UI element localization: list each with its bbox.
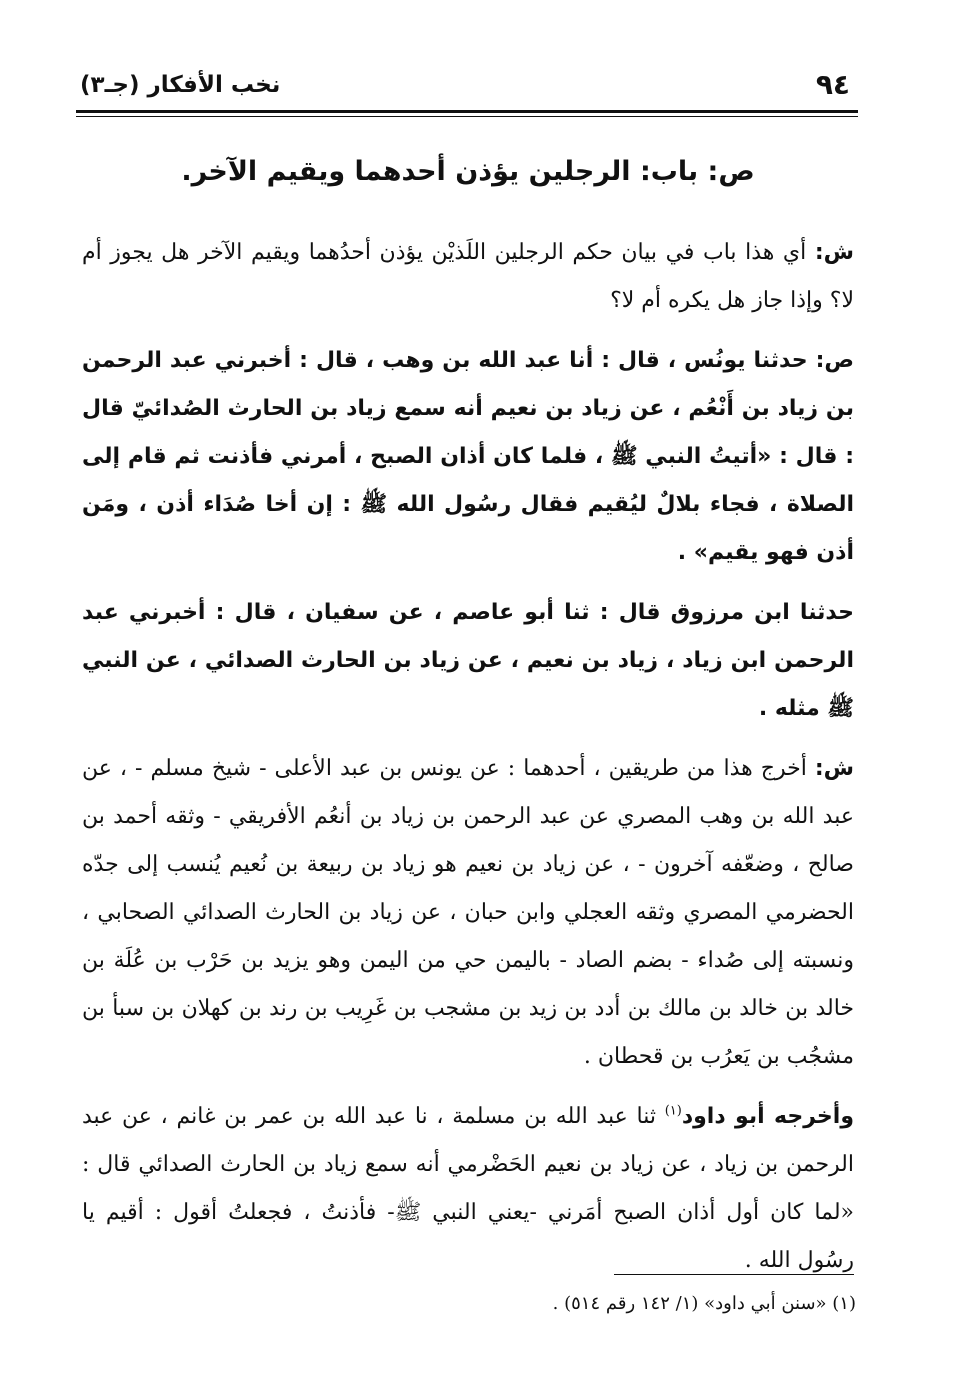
- lead-phrase: وأخرجه أبو داود: [681, 1103, 854, 1129]
- hadith-paragraph: [82, 589, 854, 733]
- header-divider: [76, 110, 858, 113]
- paragraph-text: حدثنا يونُس ، قال : أنا عبد الله بن وهب ، قال : أخبرني عبد الرحمن بن زياد بن أَنْعُم ، عن زياد بن نعيم أنه سمع زياد بن الحارث الصُدائيّ قال : قال : «أتيتُ النبي ﷺ ، فلما كان أذان الصبح ، أمرني فأذنت ثم قام إلى الصلاة ، فجاء بلالٌ ليُقيم فقال رسُول الله ﷺ : إن أخا صُدَاء أذن ، ومَن أذن فهو يقيم» .: [82, 347, 854, 565]
- footnote-divider: [614, 1274, 854, 1275]
- commentary-paragraph: [82, 229, 854, 325]
- text-marker: ص:: [815, 347, 854, 373]
- page-body: [82, 152, 854, 1297]
- page-number: ٩٤: [815, 68, 850, 101]
- paragraph-text: ثنا عبد الله بن مسلمة ، نا عبد الله بن عمر بن غانم ، عن عبد الرحمن بن زياد ، عن زياد بن نعيم الحَضْرمي أنه سمع زياد بن الحارث الصدائي قال : «لما كان أول أذان الصبح أمَرني -يعني النبي ﷺ- فأذنتُ ، فجعلتُ أقول : أقيم يا رسُول الله .: [82, 1103, 854, 1273]
- commentary-marker: ش:: [814, 755, 854, 781]
- hadith-paragraph: [82, 337, 854, 577]
- paragraph-text: حدثنا ابن مرزوق قال : ثنا أبو عاصم ، عن سفيان ، قال : أخبرني عبد الرحمن ابن زياد ، زياد بن نعيم ، عن زياد بن الحارث الصدائي ، عن النبي ﷺ مثله .: [82, 599, 854, 721]
- paragraph-text: أي هذا باب في بيان حكم الرجلين اللَذيْن يؤذن أحدُهما ويقيم الآخر هل يجوز أم لا؟ وإذا جاز هل يكره أم لا؟: [82, 239, 854, 313]
- header-divider-thin: [76, 116, 858, 117]
- footnote: (١) «سنن أبي داود» (١/ ١٤٢ رقم ٥١٤) .: [552, 1293, 856, 1314]
- footnote-reference: (١): [664, 1103, 682, 1119]
- commentary-marker: ش:: [814, 239, 854, 265]
- commentary-paragraph: [82, 745, 854, 1081]
- commentary-paragraph: [82, 1093, 854, 1285]
- book-title: نخب الأفكار (جـ٣): [80, 72, 281, 98]
- chapter-heading: ص: باب: الرجلين يؤذن أحدهما ويقيم الآخر.: [181, 156, 755, 187]
- paragraph-text: أخرج هذا من طريقين ، أحدهما : عن يونس بن عبد الأعلى - شيخ مسلم - ، عن عبد الله بن وهب المصري عن عبد الرحمن بن زياد بن أنعُم الأفريقي - وثقه أحمد بن صالح ، وضعّفه آخرون - ، عن زياد بن نعيم هو زياد بن ربيعة بن نُعيم يُنسب إلى جدّه الحضرمي المصري وثقه العجلي وابن حبان ، عن زياد بن الحارث الصدائي الصحابي ، ونسبته إلى صُداء - بضم الصاد - باليمن حي من اليمن وهو يزيد بن حَرْب بن عُلَة بن خالد بن خالد بن مالك بن أدد بن زيد بن مشجب بن غَرِيب بن رند بن كهلان بن سبأ بن مشجُب بن يَعرُب بن قحطان .: [82, 755, 854, 1069]
- running-header: [72, 64, 856, 104]
